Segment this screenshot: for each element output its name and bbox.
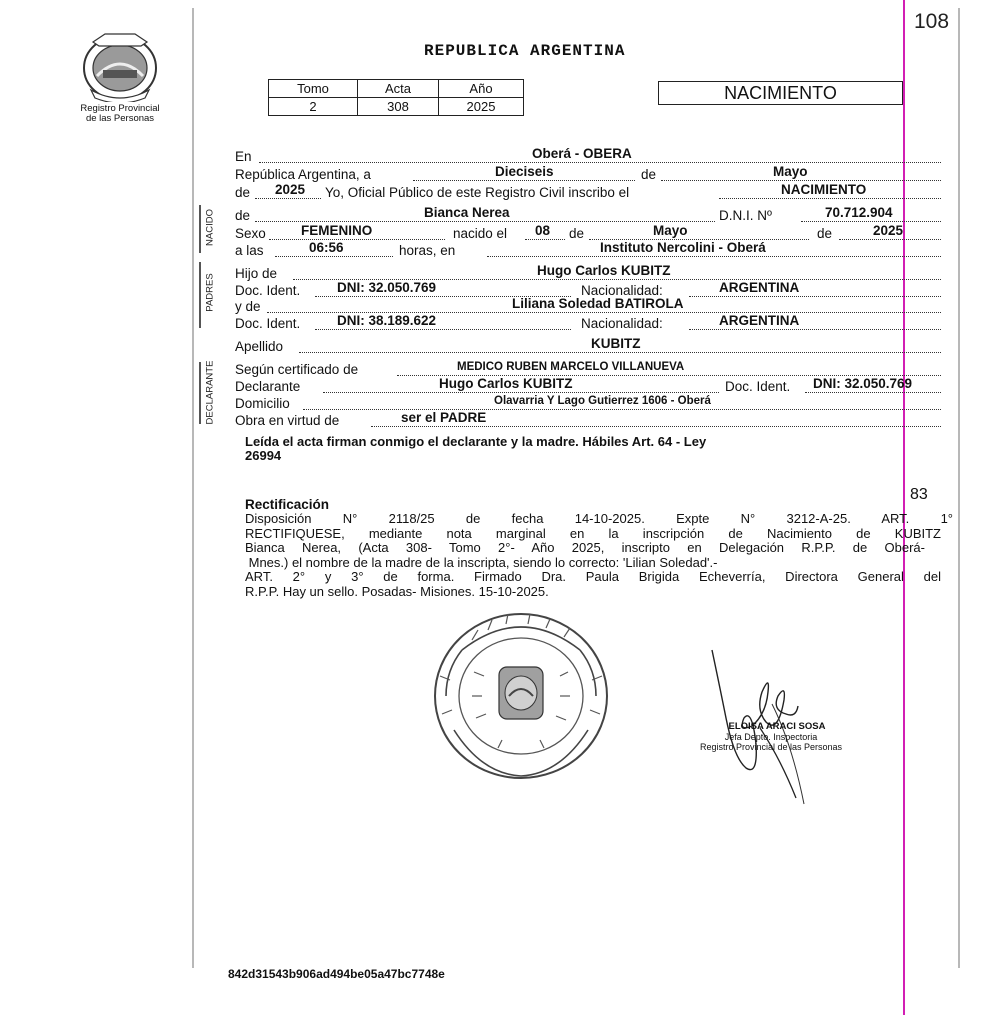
hijo-label: Hijo de xyxy=(235,266,278,281)
signatory-block xyxy=(666,721,876,752)
left-border-line xyxy=(192,8,194,968)
nacionalidad-label: Nacionalidad: xyxy=(581,283,663,298)
dni-value: 70.712.904 xyxy=(825,205,893,220)
row-obra xyxy=(235,412,941,430)
lugar-value: Instituto Nercolini - Oberá xyxy=(600,240,766,255)
tomo-value: 2 xyxy=(269,98,358,116)
rect-line-4: Mnes.) el nombre de la madre de la inscripta, siendo lo correcto: 'Lilian Soledad'.- xyxy=(245,554,718,570)
signatory-name: ELOISA ARACI SOSA xyxy=(728,721,826,732)
declarante-label: DECLARANTE xyxy=(204,360,216,425)
month-value: Mayo xyxy=(773,164,808,179)
oficial-text: Yo, Oficial Público de este Registro Civil inscribo el xyxy=(325,185,630,200)
doc-label: Doc. Ident. xyxy=(235,283,301,298)
nacionalidad-label-2: Nacionalidad: xyxy=(581,316,663,331)
en-label: En xyxy=(235,149,252,164)
alas-label: a las xyxy=(235,243,264,258)
padre-doc: DNI: 32.050.769 xyxy=(337,280,437,295)
hora-value: 06:56 xyxy=(309,240,344,255)
rect-line-6: R.P.P. Hay un sello. Posadas- Misiones. 15-10-2025. xyxy=(245,583,549,599)
nombre-label: de xyxy=(235,208,251,223)
document-hash: 842d31543b906ad494be05a47bc7748e xyxy=(228,967,445,981)
logo-caption-line2: de las Personas xyxy=(85,113,155,124)
obra-value: ser el PADRE xyxy=(401,410,487,425)
acta-header: Acta xyxy=(358,80,439,98)
de-label-2: de xyxy=(235,185,251,200)
madre-value: Liliana Soledad BATIROLA xyxy=(512,296,684,311)
document-title: REPUBLICA ARGENTINA xyxy=(424,42,626,60)
rect-line-5: ART. 2° y 3° de forma. Firmado Dra. Paula Brigida Echeverría, Directora General del xyxy=(245,569,941,584)
anio-value: 2025 xyxy=(439,98,524,116)
rectificacion-title: Rectificación xyxy=(245,497,330,512)
obra-label: Obra en virtud de xyxy=(235,413,340,428)
inscribo-value: NACIMIENTO xyxy=(781,182,867,197)
official-seal xyxy=(432,610,610,782)
closing-line-2: 26994 xyxy=(245,448,282,463)
rectificacion-number: 83 xyxy=(910,486,928,503)
acta-value: 308 xyxy=(358,98,439,116)
rectificacion-body xyxy=(245,512,953,599)
de-label-3: de xyxy=(569,226,585,241)
declarante-doc-label: Doc. Ident. xyxy=(725,379,791,394)
sexo-value: FEMENINO xyxy=(301,223,373,238)
anio-header: Año xyxy=(439,80,524,98)
rect-line-1: Disposición N° 2118/25 de fecha 14-10-2025. Expte N° 3212-A-25. ART. 1° xyxy=(245,511,953,526)
tomo-header: Tomo xyxy=(269,80,358,98)
apellido-value: KUBITZ xyxy=(591,336,641,351)
signatory-office: Registro Provincial de las Personas xyxy=(699,742,843,752)
doc-label-2: Doc. Ident. xyxy=(235,316,301,331)
page-number: 108 xyxy=(914,10,950,33)
row-madre-doc xyxy=(235,315,941,333)
row-domicilio xyxy=(235,395,941,413)
nacido-el-label: nacido el xyxy=(453,226,508,241)
closing-line-1: Leída el acta firman conmigo el declarante y la madre. Hábiles Art. 64 - Ley xyxy=(245,434,707,449)
right-border-line xyxy=(958,8,960,968)
certificado-label: Según certificado de xyxy=(235,362,359,377)
nombre-value: Bianca Nerea xyxy=(424,205,510,220)
padre-nacionalidad: ARGENTINA xyxy=(719,280,800,295)
nacido-bar xyxy=(199,205,201,253)
madre-nacionalidad: ARGENTINA xyxy=(719,313,800,328)
nacido-label: NACIDO xyxy=(204,209,216,246)
nacido-year: 2025 xyxy=(873,223,904,238)
certificado-value: MEDICO RUBEN MARCELO VILLANUEVA xyxy=(457,361,685,373)
row-apellido xyxy=(235,338,941,356)
year-value: 2025 xyxy=(275,182,306,197)
declarante-value: Hugo Carlos KUBITZ xyxy=(439,376,573,391)
declarante-doc: DNI: 32.050.769 xyxy=(813,376,913,391)
declarante-field-label: Declarante xyxy=(235,379,301,394)
sexo-label: Sexo xyxy=(235,226,266,241)
domicilio-value: Olavarria Y Lago Gutierrez 1606 - Oberá xyxy=(494,395,711,407)
de-label: de xyxy=(641,167,657,182)
republica-label: República Argentina, a xyxy=(235,167,371,182)
day-value: Dieciseis xyxy=(495,164,554,179)
de-label-4: de xyxy=(817,226,833,241)
nacido-day: 08 xyxy=(535,223,551,238)
row-hora xyxy=(235,242,941,260)
row-anio xyxy=(235,184,941,202)
province-seal-icon xyxy=(81,32,159,102)
padres-bar xyxy=(199,262,201,328)
padres-label: PADRES xyxy=(204,273,216,312)
domicilio-label: Domicilio xyxy=(235,396,290,411)
en-value: Oberá - OBERA xyxy=(532,146,632,161)
nacido-month: Mayo xyxy=(653,223,688,238)
signatory-title: Jefa Depto. Inspectoria xyxy=(724,732,818,742)
declarante-bar xyxy=(199,362,201,424)
province-logo xyxy=(70,32,170,124)
rect-line-2: RECTIFIQUESE, mediante nota marginal en la inscripción de Nacimiento de KUBITZ xyxy=(245,525,941,541)
apellido-label: Apellido xyxy=(235,339,284,354)
dni-label: D.N.I. Nº xyxy=(719,208,772,223)
horas-en-label: horas, en xyxy=(399,243,456,258)
record-table xyxy=(268,79,524,116)
rect-line-3: Bianca Nerea, (Acta 308- Tomo 2°- Año 2025, inscripto en Delegación R.P.P. de Oberá- xyxy=(245,540,925,555)
row-en xyxy=(235,148,941,166)
padre-value: Hugo Carlos KUBITZ xyxy=(537,263,671,278)
logo-caption-line1: Registro Provincial xyxy=(80,103,160,114)
act-type-box: NACIMIENTO xyxy=(658,81,903,105)
yde-label: y de xyxy=(235,299,261,314)
madre-doc: DNI: 38.189.622 xyxy=(337,313,437,328)
